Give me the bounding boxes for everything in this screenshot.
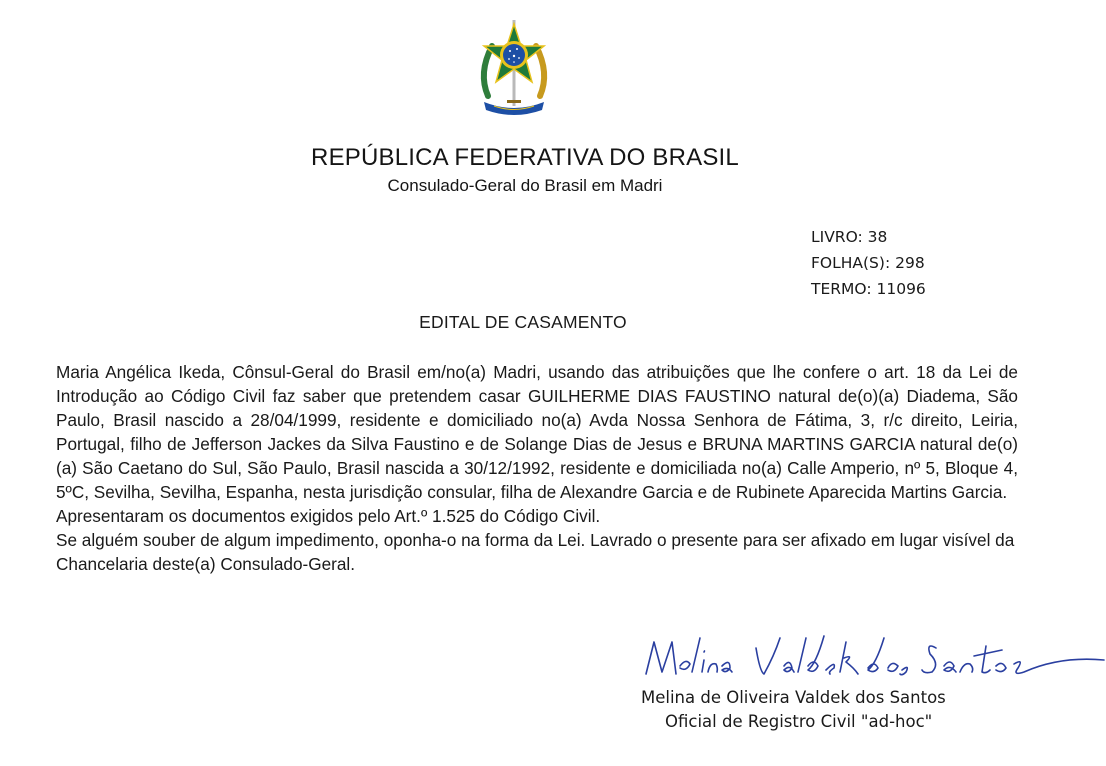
edital-heading: EDITAL DE CASAMENTO [419,312,627,332]
termo-number: TERMO: 11096 [811,280,926,298]
document-body [56,360,1018,576]
registry-info [811,224,926,302]
document-title: REPÚBLICA FEDERATIVA DO BRASIL [311,144,739,171]
folha-number: FOLHA(S): 298 [811,254,925,272]
brazil-coat-of-arms-icon [474,18,554,118]
impediment-paragraph: Se alguém souber de algum impedimento, oponha-o na forma da Lei. Lavrado o presente para ser afixado em lugar visível da Chancelaria deste(a) Consulado-Geral. [56,530,1015,574]
announcement-paragraph: Maria Angélica Ikeda, Cônsul-Geral do Brasil em/no(a) Madri, usando das atribuições que lhe confere o art. 18 da Lei de Introdução ao Código Civil faz saber que pretendem casar GUILHERME DIAS FAUSTINO natural de(o)(a) Diadema, São Paulo, Brasil nascido a 28/04/1999, residente e domiciliado no(a) Avda Nossa Senhora de Fátima, 3, r/c direito, Leiria, Portugal, filho de Jefferson Jackes da Silva Faustino e de Solange Dias de Jesus e BRUNA MARTINS GARCIA natural de(o)(a) São Caetano do Sul, São Paulo, Brasil nascida a 30/12/1992, residente e domiciliada no(a) Calle Amperio, nº 5, Bloque 4, 5ºC, Sevilha, Sevilha, Espanha, nesta jurisdição consular, filha de Alexandre Garcia e de Rubinete Aparecida Martins Garcia. [56,362,1018,502]
documents-paragraph: Apresentaram os documentos exigidos pelo Art.º 1.525 do Código Civil. [56,506,601,526]
signer-block [641,686,946,734]
signer-name: Melina de Oliveira Valdek dos Santos [641,688,946,707]
consulate-subtitle: Consulado-Geral do Brasil em Madri [387,176,663,195]
signer-role: Oficial de Registro Civil "ad-hoc" [665,712,933,731]
livro-number: LIVRO: 38 [811,228,888,246]
